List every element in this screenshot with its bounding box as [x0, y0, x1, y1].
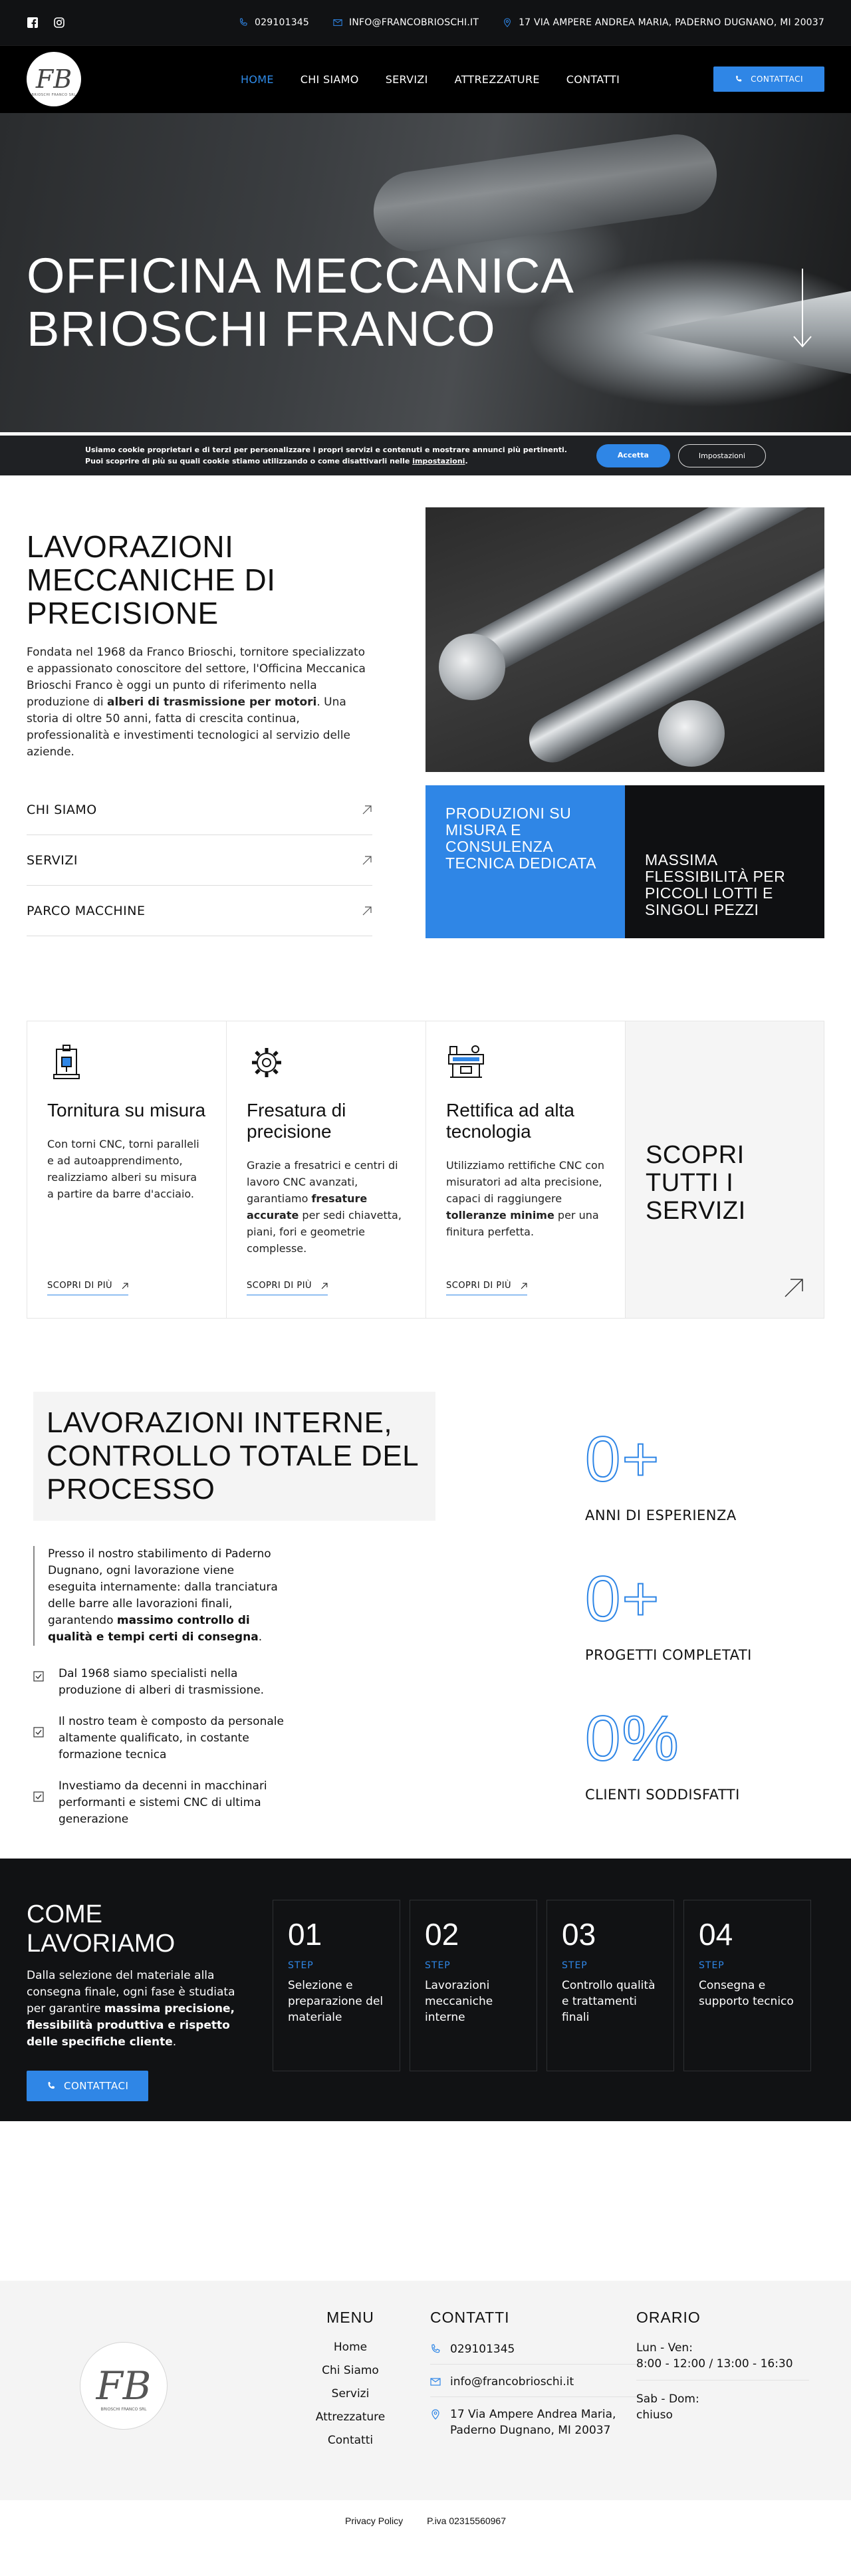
footer-logo[interactable] [80, 2342, 168, 2430]
arrow-up-right-icon [321, 1283, 328, 1289]
nav-attrezzature[interactable]: ATTREZZATURE [454, 72, 540, 86]
hours-days: Sab - Dom: [636, 2392, 699, 2406]
hero-title-line1: OFFICINA MECCANICA [27, 248, 574, 303]
step-label: STEP [699, 1960, 725, 1971]
service-text-bold: tolleranze minime [446, 1209, 554, 1222]
cookie-settings-link[interactable]: impostazioni [412, 457, 465, 465]
stat-label: CLIENTI SODDISFATTI [585, 1787, 740, 1803]
scroll-down-arrow-icon[interactable] [792, 269, 812, 348]
checkbox-icon [33, 1727, 44, 1738]
stats-counters [585, 1392, 752, 1847]
how-contact-button[interactable] [27, 2071, 148, 2101]
header-contact-button[interactable] [713, 66, 824, 92]
facebook-icon[interactable] [27, 17, 39, 29]
logo-monogram: FB [35, 64, 72, 94]
step-text: Lavorazioni meccaniche interne [425, 1979, 493, 2024]
step-card [547, 1900, 674, 2071]
checklist-text: Investiamo da decenni in macchinari performanti e sistemi CNC di ultima generazione [59, 1779, 267, 1826]
link-servizi[interactable] [27, 835, 372, 886]
privacy-policy-link[interactable]: Privacy Policy [345, 2515, 404, 2526]
arrow-up-right-icon [784, 1278, 804, 1298]
footer-contacts-title: CONTATTI [430, 2309, 510, 2326]
main-header [0, 45, 851, 113]
internal-title: LAVORAZIONI INTERNE, CONTROLLO TOTALE DEL PROCESSO [47, 1406, 418, 1505]
arrow-up-right-icon [362, 906, 372, 916]
step-label: STEP [425, 1960, 451, 1971]
site-footer [0, 2281, 851, 2500]
hours-weekdays [636, 2340, 809, 2381]
nav-contatti[interactable]: CONTATTI [566, 72, 620, 86]
stat-number: 0% [585, 1703, 680, 1774]
intro-text [27, 644, 372, 761]
footer-logo-monogram: FB [96, 2363, 152, 2408]
link-label: PARCO MACCHINE [27, 903, 146, 918]
phone-icon [239, 18, 248, 27]
hours-weekend [636, 2391, 809, 2431]
stat-number: 0+ [585, 1563, 661, 1634]
service-text-part: Con torni CNC, torni paralleli e ad autoapprendimento, realizziamo alberi su misura a partire da barre d'acciaio. [47, 1138, 199, 1200]
main-nav [241, 73, 620, 86]
location-pin-icon [503, 18, 512, 27]
how-text-bold: massima precisione, flessibilità produttiva e rispetto delle specifiche cliente [27, 2002, 235, 2049]
process-steps [273, 1900, 811, 2101]
service-more-link[interactable] [446, 1281, 527, 1295]
step-number: 01 [288, 1917, 322, 1952]
nav-servizi[interactable]: SERVIZI [385, 72, 428, 86]
intro-text-2: . Una storia di oltre 50 anni, fatta di crescita continua, professionalità e investimenti tecnologici al servizio delle aziende. [27, 696, 350, 759]
cookie-line1: Usiamo cookie proprietari e di terzi per personalizzare i propri servizi e contenuti e mostrare annunci più pertinenti. [85, 446, 567, 454]
feature-boxes [426, 785, 824, 938]
step-text: Selezione e preparazione del materiale [288, 1979, 384, 2024]
hero-tailstock-shape [638, 286, 851, 379]
hero-title-line2: BRIOSCHI FRANCO [27, 301, 496, 356]
step-card [410, 1900, 537, 2071]
link-label: SERVIZI [27, 852, 78, 868]
nav-home[interactable]: HOME [241, 72, 274, 86]
intro-section [0, 475, 851, 1021]
top-address [503, 17, 824, 28]
step-number: 04 [699, 1917, 733, 1952]
footer-menu-title: MENU [326, 2309, 374, 2326]
stat-clients [585, 1703, 752, 1803]
more-label: SCOPRI DI PIÙ [247, 1281, 312, 1291]
step-card [683, 1900, 811, 2071]
arrow-up-right-icon [362, 855, 372, 866]
footer-email[interactable] [430, 2374, 643, 2397]
footer-address-text: 17 Via Ampere Andrea Maria, Paderno Dugnano, MI 20037 [450, 2408, 616, 2437]
cookie-line2: Puoi scoprire di più su quali cookie stiamo utilizzando o come disattivarli nelle [85, 457, 413, 465]
service-text-bold: fresature accurate [247, 1192, 368, 1222]
service-title: Fresatura di precisione [247, 1100, 346, 1142]
stat-label: PROGETTI COMPLETATI [585, 1647, 752, 1663]
grinder-icon [446, 1043, 486, 1083]
cookie-settings-button[interactable]: Impostazioni [678, 444, 766, 467]
link-parco-macchine[interactable] [27, 886, 372, 936]
more-label: SCOPRI DI PIÙ [446, 1281, 512, 1291]
how-text [27, 1968, 253, 2051]
cookie-text: Usiamo cookie proprietari e di terzi per personalizzare i propri servizi e contenuti e mostrare annunci più pertinenti. Puoi scoprire di più su quali cookie stiamo utilizzando o come disattivarli nelle impostazioni. [85, 446, 567, 465]
location-pin-icon [430, 2409, 441, 2420]
cookie-banner [0, 436, 851, 475]
mail-icon [333, 18, 342, 27]
footer-contacts [430, 2309, 643, 2448]
footer-address [430, 2406, 643, 2445]
internal-quote [33, 1546, 286, 1646]
nav-chi-siamo[interactable]: CHI SIAMO [300, 72, 359, 86]
how-contact-label: CONTATTACI [64, 2080, 129, 2092]
service-card-tornitura [27, 1021, 227, 1318]
stat-label: ANNI DI ESPERIENZA [585, 1507, 737, 1523]
checklist-item [33, 1778, 299, 1828]
quote-text: Presso il nostro stabilimento di Paderno Dugnano, ogni lavorazione viene eseguita internamente: dalla tranciatura delle barre alle lavorazioni finali, garantendo [48, 1547, 278, 1627]
footer-link-contatti[interactable]: Contatti [327, 2434, 374, 2447]
top-address-text: 17 VIA AMPERE ANDREA MARIA, PADERNO DUGNANO, MI 20037 [519, 17, 824, 28]
top-phone[interactable] [239, 17, 309, 28]
hours-time: 8:00 - 12:00 / 13:00 - 16:30 [636, 2357, 793, 2371]
footer-link-chi-siamo[interactable]: Chi Siamo [322, 2364, 379, 2377]
service-text [446, 1157, 605, 1240]
checklist-item [33, 1714, 299, 1763]
footer-hours-title: ORARIO [636, 2309, 701, 2326]
service-text [247, 1157, 406, 1257]
footer-link-attrezzature[interactable]: Attrezzature [315, 2410, 386, 2424]
intro-links [27, 785, 372, 936]
footer-phone-text: 029101345 [450, 2343, 515, 2356]
intro-text-bold: alberi di trasmissione per motori [106, 696, 317, 709]
how-we-work-section [0, 1859, 851, 2121]
quote-bold: massimo controllo di qualità e tempi certi di consegna [48, 1614, 259, 1644]
feature-custom-production: PRODUZIONI SU MISURA E CONSULENZA TECNICA DEDICATA [426, 785, 625, 938]
top-phone-text: 029101345 [255, 17, 310, 28]
more-label: SCOPRI DI PIÙ [47, 1281, 113, 1291]
feature-flexibility: MASSIMA FLESSIBILITÀ PER PICCOLI LOTTI E SINGOLI PEZZI [625, 785, 824, 938]
internal-title-box [33, 1392, 435, 1521]
shafts-photo [426, 507, 824, 772]
how-text-part: Dalla selezione del materiale alla consegna finale, ogni fase è studiata per garantire [27, 1969, 235, 2015]
service-more-link[interactable] [47, 1281, 128, 1295]
arrow-up-right-icon [521, 1283, 527, 1289]
gear-icon [247, 1043, 287, 1083]
footer-link-servizi[interactable]: Servizi [331, 2387, 370, 2400]
hero-machine-shape [368, 129, 722, 256]
footer-logo-subtitle: BRIOSCHI FRANCO SRL [100, 2407, 147, 2412]
intro-title: LAVORAZIONI MECCANICHE DI PRECISIONE [27, 529, 276, 630]
footer-hours [636, 2309, 809, 2448]
stat-experience [585, 1424, 752, 1523]
service-text-part: Grazie a fresatrici e centri di lavoro CNC avanzati, garantiamo [247, 1159, 398, 1205]
internal-process-section [0, 1353, 851, 1859]
top-email-text: INFO@FRANCOBRIOSCHI.IT [349, 17, 479, 28]
arrow-up-right-icon [362, 805, 372, 815]
hours-time: chiuso [636, 2408, 673, 2422]
service-text [47, 1136, 206, 1202]
mail-icon [430, 2377, 441, 2387]
service-more-link[interactable] [247, 1281, 328, 1295]
phone-icon [47, 2081, 56, 2091]
arrow-up-right-icon [122, 1283, 128, 1289]
stat-projects [585, 1563, 752, 1663]
vat-number: P.iva 02315560967 [427, 2515, 506, 2526]
phone-icon [430, 2344, 441, 2355]
intro-text-1: Fondata nel 1968 da Franco Brioschi, tornitore specializzato e appassionato conoscitore del settore, l'Officina Meccanica Brioschi Franco è oggi un punto di riferimento nella produzione di [27, 646, 366, 709]
service-card-rettifica [426, 1021, 626, 1318]
step-number: 02 [425, 1917, 459, 1952]
social-links [27, 17, 65, 29]
service-card-fresatura [227, 1021, 426, 1318]
service-text-part: per una finitura perfetta. [446, 1209, 599, 1238]
step-number: 03 [562, 1917, 596, 1952]
instagram-icon[interactable] [53, 17, 65, 29]
step-label: STEP [288, 1960, 314, 1971]
hours-days: Lun - Ven: [636, 2341, 693, 2355]
services-section [0, 1021, 851, 1353]
site-logo[interactable] [27, 52, 81, 106]
step-label: STEP [562, 1960, 588, 1971]
quote-end: . [258, 1630, 263, 1644]
step-text: Controllo qualità e trattamenti finali [562, 1979, 656, 2024]
step-text: Consegna e supporto tecnico [699, 1979, 794, 2008]
checklist-text: Dal 1968 siamo specialisti nella produzione di alberi di trasmissione. [59, 1667, 265, 1697]
service-title: Rettifica ad alta tecnologia [446, 1100, 574, 1142]
header-contact-label: CONTATTACI [751, 74, 803, 84]
step-card [273, 1900, 400, 2071]
top-bar [0, 0, 851, 45]
how-title: COME LAVORIAMO [27, 1900, 176, 1958]
service-title: Tornitura su misura [47, 1100, 206, 1120]
footer-email-text: info@francobrioschi.it [450, 2375, 574, 2388]
hero-banner [0, 113, 851, 432]
cookie-accept-button[interactable]: Accetta [596, 444, 670, 467]
footer-phone[interactable] [430, 2341, 643, 2365]
checklist [33, 1666, 452, 1828]
top-contacts [239, 17, 824, 28]
spacer [0, 2121, 851, 2281]
checklist-item [33, 1666, 299, 1699]
footer-menu [301, 2309, 400, 2448]
service-text-part: per sedi chiavetta, piani, fori e geometrie complesse. [247, 1209, 402, 1255]
checkbox-icon [33, 1671, 44, 1682]
link-label: CHI SIAMO [27, 802, 97, 817]
logo-subtitle: BRIOSCHI FRANCO SRL [31, 93, 76, 97]
phone-icon [735, 75, 743, 83]
checklist-text: Il nostro team è composto da personale altamente qualificato, in costante formazione tecnica [59, 1715, 284, 1761]
top-email[interactable] [333, 17, 479, 28]
stat-number: 0+ [585, 1424, 661, 1495]
service-text-part: Utilizziamo rettifiche CNC con misuratori ad alta precisione, capaci di raggiungere [446, 1159, 604, 1205]
footer-link-home[interactable]: Home [333, 2341, 368, 2354]
checkbox-icon [33, 1791, 44, 1802]
hero-title [27, 249, 574, 356]
bottom-bar [0, 2500, 851, 2541]
all-services-title: SCOPRI TUTTI I SERVIZI [646, 1141, 746, 1225]
all-services-card[interactable] [626, 1021, 824, 1318]
lathe-icon [47, 1043, 87, 1083]
link-chi-siamo[interactable] [27, 785, 372, 835]
how-text-end: . [172, 2035, 177, 2049]
